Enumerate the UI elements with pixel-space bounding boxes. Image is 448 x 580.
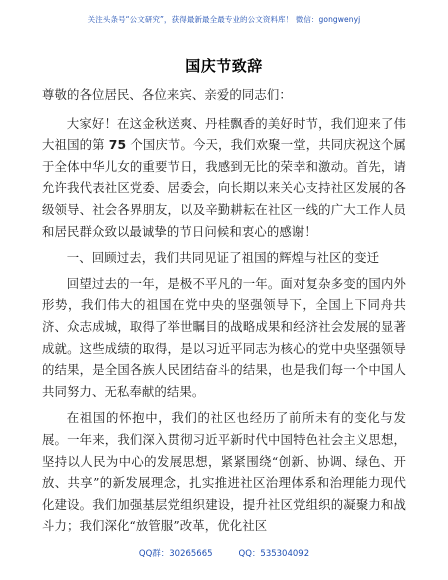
paragraph-greeting-part-2: 个国庆节。今天，我们欢聚一堂，共同庆祝这个属于全体中华儿女的重要节日，我感到无比的荣幸和激动。首先，请允许我代表社区党委、居委会，向长期以来关心支持社区发展的各级领导、社会各界朋友，以及辛勤耕耘在社区一线的广大工作人员和居民群众致以最诚挚的节日问候和衷心的感谢！ [42,137,407,239]
paragraph-review: 回望过去的一年，是极不平凡的一年。面对复杂多变的国内外形势，我们伟大的祖国在党中央的坚强领导下，全国上下同舟共济、众志成城，取得了举世瞩目的战略成果和经济社会发展的显著成就。这些成绩的取得，是以习近平同志为核心的党中央坚强领导的结果，是全国各族人民团结奋斗的结果，也是我们每一个中国人共同努力、无私奉献的结果。 [42,275,406,399]
anniversary-number: 75 [108,137,127,153]
paragraph-greeting [42,113,406,243]
section-heading-1: 一、回顾过去，我们共同见证了祖国的辉煌与社区的变迁 [66,250,380,266]
salutation: 尊敬的各位居民、各位来宾、亲爱的同志们： [42,87,292,102]
header-banner[interactable]: 关注头条号“公文研究”，获得最新最全最专业的公文资料库！ 微信：gongwenyj [87,15,361,24]
document-body [42,84,406,542]
paragraph-greeting-part-1: 大家好！在这金秋送爽、丹桂飘香的美好时节，我们迎来了伟大祖国的第 [42,115,406,153]
footer-qq-group[interactable]: QQ群：30265665 [138,549,213,559]
footer-qq[interactable]: QQ：535304092 [238,549,310,559]
document-title: 国庆节致辞 [185,57,263,75]
paragraph-community: 在祖国的怀抱中，我们的社区也经历了前所未有的变化与发展。一年来，我们深入贯彻习近平新时代中国特色社会主义思想，坚持以人民为中心的发展思想，紧紧围绕“创新、协调、绿色、开放、共享”的新发展理念，扎实推进社区治理体系和治理能力现代化建设。我们加强基层党组织建设，提升社区党组织的凝聚力和战斗力；我们深化“放管服”改革，优化社区 [42,410,406,534]
footer-contact [0,548,448,560]
